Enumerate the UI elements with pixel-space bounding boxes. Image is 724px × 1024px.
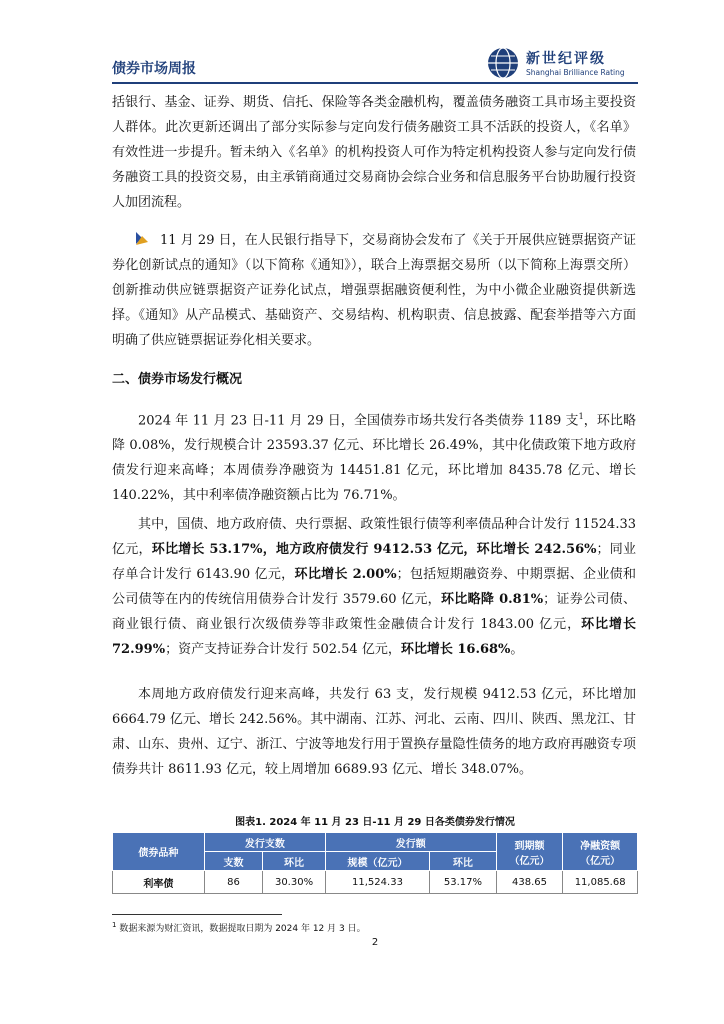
breakdown-text-3: ；包括短期融资券、中期票据、企业债和公司债等在内的传统信用债券合计发行 3579.60 亿元， <box>112 567 636 607</box>
header-amount: 规模（亿元） <box>325 852 429 871</box>
paragraph-supply-chain-text: 11 月 29 日，在人民银行指导下，交易商协会发布了《关于开展供应链票据资产证券化创新试点的通知》（以下简称《通知》），联合上海票据交易所（以下简称上海票交所）创新推动供应链票据资产证券化试点，增强票据融资便利性，为中小微企业融资提供新选择。《通知》从产品模式、基础资产、交易结构、机构职责、信息披露、配套举措等六方面明确了供应链票据证券化相关要求。 <box>112 233 636 348</box>
header-maturity <box>496 833 563 871</box>
cell-amount-change: 53.17% <box>430 871 497 894</box>
header-amount-group: 发行额 <box>325 833 496 852</box>
page-number: 2 <box>371 937 379 948</box>
header-net-label: 净融资额 <box>580 840 621 852</box>
footnote <box>112 921 366 934</box>
breakdown-bold-5: 环比增长 16.68% <box>400 642 511 657</box>
breakdown-bold-2: 环比增长 2.00% <box>294 567 397 582</box>
globe-logo-icon <box>486 46 520 80</box>
breakdown-text-2: ；同业存单合计发行 6143.90 亿元， <box>112 542 636 582</box>
overview-text-a: 2024 年 11 月 23 日-11 月 29 日，全国债券市场共发行各类债券 1189 支 <box>138 413 579 429</box>
section-heading-issuance: 二、债券市场发行概况 <box>112 372 243 387</box>
bullet-arrow-icon <box>134 232 154 246</box>
header-amount-change: 环比 <box>430 852 497 871</box>
footnote-text: 数据来源为财汇资讯，数据提取日期为 2024 年 12 月 3 日。 <box>119 924 366 934</box>
breakdown-bold-3: 环比略降 0.81% <box>440 592 544 607</box>
breakdown-text-1: 其中，国债、地方政府债、央行票据、政策性银行债等利率债品种合计发行 11524.33 亿元， <box>112 517 636 557</box>
header-count-group: 发行支数 <box>204 833 325 852</box>
header-count: 支数 <box>204 852 262 871</box>
footnote-mark: 1 <box>112 921 117 929</box>
header-net <box>563 833 638 871</box>
brand-logo <box>486 46 646 82</box>
header-maturity-label: 到期额 <box>514 840 545 852</box>
paragraph-category-breakdown <box>112 512 636 662</box>
cell-count: 86 <box>204 871 262 894</box>
issuance-table <box>112 832 638 894</box>
breakdown-text-6: 。 <box>510 642 524 657</box>
paragraph-weekly-overview <box>112 404 636 508</box>
paragraph-supply-chain-notice <box>112 228 636 353</box>
footnote-divider <box>112 914 282 915</box>
paragraph-investor-list: 括银行、基金、证券、期货、信托、保险等各类金融机构，覆盖债务融资工具市场主要投资人群体。此次更新还调出了部分实际参与定向发行债务融资工具不活跃的投资人，《名单》有效性进一步提升。暂未纳入《名单》的机构投资人可作为特定机构投资人参与定向发行债务融资工具的投资交易，由主承销商通过交易商协会综合业务和信息服务平台协助履行投资人加团流程。 <box>112 95 636 210</box>
header-divider <box>112 82 638 84</box>
logo-english-name: Shanghai Brilliance Rating <box>526 68 625 77</box>
cell-category: 利率债 <box>113 871 205 894</box>
header-maturity-unit: （亿元） <box>509 855 550 867</box>
report-title: 债券市场周报 <box>112 61 196 77</box>
table-caption: 图表1. 2024 年 11 月 23 日-11 月 29 日各类债券发行情况 <box>235 817 515 828</box>
cell-maturity: 438.65 <box>496 871 563 894</box>
header-count-change: 环比 <box>263 852 326 871</box>
cell-net: 11,085.68 <box>563 871 638 894</box>
breakdown-text-5: ；资产支持证券合计发行 502.54 亿元， <box>165 642 401 657</box>
header-net-unit: （亿元） <box>580 855 621 867</box>
header-category: 债券品种 <box>113 833 205 871</box>
breakdown-bold-1: 环比增长 53.17%，地方政府债发行 9412.53 亿元，环比增长 242.56% <box>151 542 597 557</box>
table-row <box>113 871 638 894</box>
paragraph-local-government-bonds: 本周地方政府债发行迎来高峰，共发行 63 支，发行规模 9412.53 亿元，环比增加 6664.79 亿元、增长 242.56%。其中湖南、江苏、河北、云南、四川、陕西、黑龙江、甘肃、山东、贵州、辽宁、浙江、宁波等地发行用于置换存量隐性债务的地方政府再融资专项债券共计 8611.93 亿元，较上周增加 6689.93 亿元、增长 348.07%。 <box>112 687 636 777</box>
cell-amount: 11,524.33 <box>325 871 429 894</box>
breakdown-text-4: ；证券公司债、商业银行债、商业银行次级债券等非政策性金融债合计发行 1843.00 亿元， <box>112 592 636 632</box>
footnote-ref: 1 <box>578 412 584 421</box>
overview-text-b: ，环比略降 0.08%，发行规模合计 23593.37 亿元、环比增长 26.49%，其中化债政策下地方政府债发行迎来高峰；本周债券净融资为 14451.81 亿元，环比增加 8435.78 亿元、增长 140.22%，其中利率债净融资额占比为 76.71%。 <box>112 413 636 504</box>
cell-count-change: 30.30% <box>263 871 326 894</box>
breakdown-bold-4: 环比增长 72.99% <box>112 617 636 657</box>
logo-chinese-name: 新世纪评级 <box>526 51 606 67</box>
